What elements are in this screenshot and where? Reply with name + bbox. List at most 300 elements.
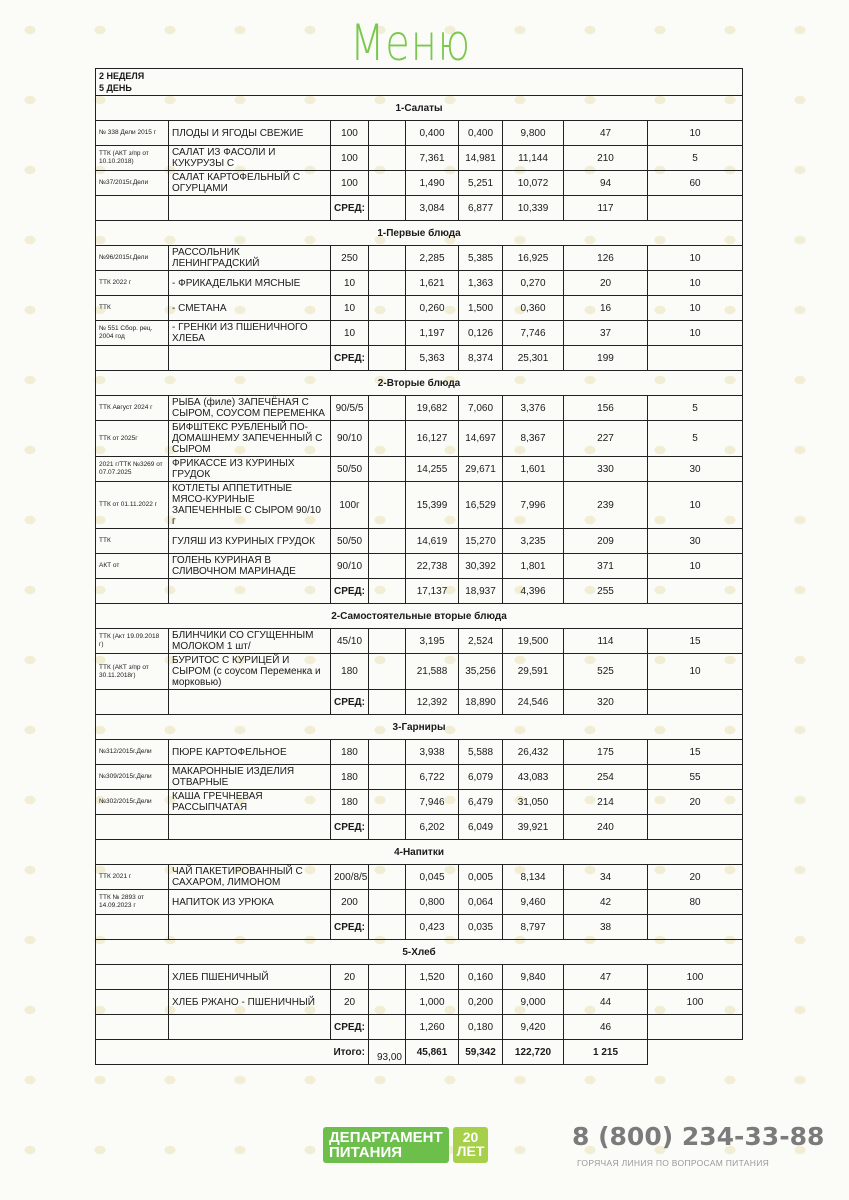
empty-cell xyxy=(369,457,406,482)
carbs-value: 0,360 xyxy=(503,296,564,321)
price-value: 100 xyxy=(648,990,743,1015)
empty-cell xyxy=(369,740,406,765)
empty-cell xyxy=(369,146,406,171)
empty-cell xyxy=(169,815,331,840)
section-title: 3-Гарниры xyxy=(96,715,743,740)
empty-cell xyxy=(169,579,331,604)
recipe-code: ТТК (АКТ з/пр от 30.11.2018г) xyxy=(96,654,169,690)
price-value: 15 xyxy=(648,740,743,765)
kcal-value: 44 xyxy=(564,990,648,1015)
kcal-value: 156 xyxy=(564,396,648,421)
protein-value: 2,285 xyxy=(406,246,459,271)
dish-row xyxy=(96,121,743,146)
kcal-value: 214 xyxy=(564,790,648,815)
dish-row xyxy=(96,146,743,171)
kcal-value: 209 xyxy=(564,529,648,554)
recipe-code: ТТК от 01.11.2022 г xyxy=(96,482,169,529)
empty-cell xyxy=(648,1015,743,1040)
price-value: 100 xyxy=(648,965,743,990)
dish-weight: 200/8/5 xyxy=(331,865,369,890)
protein-value: 3,195 xyxy=(406,629,459,654)
empty-cell xyxy=(369,654,406,690)
protein-value: 1,621 xyxy=(406,271,459,296)
empty-cell xyxy=(96,346,169,371)
carbs-value: 9,000 xyxy=(503,990,564,1015)
average-label: СРЕД: xyxy=(331,815,369,840)
dish-name: БИФШТЕКС РУБЛЕНЫЙ ПО-ДОМАШНЕМУ ЗАПЕЧЕННЫЙ С СЫРОМ xyxy=(169,421,331,457)
dish-row xyxy=(96,554,743,579)
fat-value: 5,251 xyxy=(459,171,503,196)
dish-weight: 10 xyxy=(331,271,369,296)
kcal-value: 114 xyxy=(564,629,648,654)
empty-cell xyxy=(369,296,406,321)
empty-cell xyxy=(369,171,406,196)
section-header-row xyxy=(96,221,743,246)
section-title: 1-Салаты xyxy=(96,96,743,121)
dish-name: ГОЛЕНЬ КУРИНАЯ В СЛИВОЧНОМ МАРИНАДЕ xyxy=(169,554,331,579)
protein-value: 0,260 xyxy=(406,296,459,321)
recipe-code: № 551 Сбор. рец. 2004 год xyxy=(96,321,169,346)
protein-value: 14,255 xyxy=(406,457,459,482)
kcal-value: 42 xyxy=(564,890,648,915)
empty-cell xyxy=(369,196,406,221)
kcal-value: 126 xyxy=(564,246,648,271)
kcal-value: 175 xyxy=(564,740,648,765)
dish-name: - ГРЕНКИ ИЗ ПШЕНИЧНОГО ХЛЕБА xyxy=(169,321,331,346)
dish-weight: 50/50 xyxy=(331,457,369,482)
dish-row xyxy=(96,271,743,296)
average-label: СРЕД: xyxy=(331,690,369,715)
recipe-code xyxy=(96,965,169,990)
recipe-code: ТТК (АКТ з/пр от 10.10.2018) xyxy=(96,146,169,171)
dish-weight: 100 xyxy=(331,171,369,196)
dish-row xyxy=(96,529,743,554)
dish-name: ХЛЕБ ПШЕНИЧНЫЙ xyxy=(169,965,331,990)
kcal-value: 525 xyxy=(564,654,648,690)
protein-value: 7,361 xyxy=(406,146,459,171)
kcal-value: 47 xyxy=(564,965,648,990)
price-value: 10 xyxy=(648,296,743,321)
empty-cell xyxy=(369,790,406,815)
fat-value: 29,671 xyxy=(459,457,503,482)
avg-fat: 0,035 xyxy=(459,915,503,940)
dish-name: ЧАЙ ПАКЕТИРОВАННЫЙ С САХАРОМ, ЛИМОНОМ xyxy=(169,865,331,890)
average-row xyxy=(96,196,743,221)
empty-cell xyxy=(369,815,406,840)
empty-cell xyxy=(369,629,406,654)
kcal-value: 330 xyxy=(564,457,648,482)
dish-weight: 50/50 xyxy=(331,529,369,554)
carbs-value: 11,144 xyxy=(503,146,564,171)
empty-cell xyxy=(369,271,406,296)
avg-kcal: 46 xyxy=(564,1015,648,1040)
fat-value: 1,500 xyxy=(459,296,503,321)
fat-value: 0,160 xyxy=(459,965,503,990)
avg-kcal: 117 xyxy=(564,196,648,221)
price-value: 10 xyxy=(648,654,743,690)
dish-name: БЛИНЧИКИ СО СГУЩЕННЫМ МОЛОКОМ 1 шт/ xyxy=(169,629,331,654)
dish-weight: 10 xyxy=(331,296,369,321)
average-row xyxy=(96,1015,743,1040)
kcal-value: 34 xyxy=(564,865,648,890)
kcal-value: 239 xyxy=(564,482,648,529)
empty-cell xyxy=(96,915,169,940)
average-label: СРЕД: xyxy=(331,1015,369,1040)
empty-cell xyxy=(369,482,406,529)
dish-name: НАПИТОК ИЗ УРЮКА xyxy=(169,890,331,915)
kcal-value: 20 xyxy=(564,271,648,296)
section-header-row xyxy=(96,371,743,396)
avg-carbs: 9,420 xyxy=(503,1015,564,1040)
dish-weight: 250 xyxy=(331,246,369,271)
dish-weight: 180 xyxy=(331,790,369,815)
recipe-code: № 338 Дели 2015 г xyxy=(96,121,169,146)
empty-cell xyxy=(648,346,743,371)
fat-value: 6,479 xyxy=(459,790,503,815)
recipe-code: ТТК (Акт 19.09.2018 г) xyxy=(96,629,169,654)
avg-fat: 8,374 xyxy=(459,346,503,371)
avg-protein: 0,423 xyxy=(406,915,459,940)
dish-name: САЛАТ ИЗ ФАСОЛИ И КУКУРУЗЫ С xyxy=(169,146,331,171)
empty-cell xyxy=(369,121,406,146)
week-day-header xyxy=(96,69,743,96)
average-row xyxy=(96,579,743,604)
price-value: 10 xyxy=(648,321,743,346)
protein-value: 15,399 xyxy=(406,482,459,529)
fat-value: 0,200 xyxy=(459,990,503,1015)
average-row xyxy=(96,346,743,371)
empty-cell xyxy=(648,1040,743,1065)
dish-row xyxy=(96,482,743,529)
dish-weight: 180 xyxy=(331,654,369,690)
carbs-value: 9,460 xyxy=(503,890,564,915)
logo-text xyxy=(323,1127,449,1163)
avg-carbs: 25,301 xyxy=(503,346,564,371)
total-protein: 45,861 xyxy=(406,1040,459,1065)
dish-row xyxy=(96,740,743,765)
empty-cell xyxy=(369,246,406,271)
carbs-value: 3,376 xyxy=(503,396,564,421)
logo-years: 20 xyxy=(462,1129,479,1145)
fat-value: 0,064 xyxy=(459,890,503,915)
dish-weight: 10 xyxy=(331,321,369,346)
avg-fat: 18,890 xyxy=(459,690,503,715)
section-header-row xyxy=(96,940,743,965)
day-label: 5 ДЕНЬ xyxy=(99,83,132,93)
dish-weight: 90/10 xyxy=(331,421,369,457)
avg-protein: 5,363 xyxy=(406,346,459,371)
recipe-code: АКТ от xyxy=(96,554,169,579)
dish-name: - ФРИКАДЕЛЬКИ МЯСНЫЕ xyxy=(169,271,331,296)
dish-name: ПЛОДЫ И ЯГОДЫ СВЕЖИЕ xyxy=(169,121,331,146)
dish-weight: 100г xyxy=(331,482,369,529)
protein-value: 1,000 xyxy=(406,990,459,1015)
dish-weight: 20 xyxy=(331,990,369,1015)
hotline-caption: ГОРЯЧАЯ ЛИНИЯ ПО ВОПРОСАМ ПИТАНИЯ xyxy=(577,1158,770,1168)
carbs-value: 19,500 xyxy=(503,629,564,654)
dish-name: МАКАРОННЫЕ ИЗДЕЛИЯ ОТВАРНЫЕ xyxy=(169,765,331,790)
kcal-value: 47 xyxy=(564,121,648,146)
protein-value: 1,520 xyxy=(406,965,459,990)
dish-name: КОТЛЕТЫ АППЕТИТНЫЕ МЯСО-КУРИНЫЕ ЗАПЕЧЕННЫЕ С СЫРОМ 90/10 г xyxy=(169,482,331,529)
empty-cell xyxy=(369,690,406,715)
carbs-value: 8,134 xyxy=(503,865,564,890)
protein-value: 3,938 xyxy=(406,740,459,765)
dish-name: БУРИТОС С КУРИЦЕЙ И СЫРОМ (с соусом Переменка и морковью) xyxy=(169,654,331,690)
protein-value: 1,197 xyxy=(406,321,459,346)
carbs-value: 10,072 xyxy=(503,171,564,196)
kcal-value: 37 xyxy=(564,321,648,346)
dish-weight: 45/10 xyxy=(331,629,369,654)
avg-carbs: 8,797 xyxy=(503,915,564,940)
kcal-value: 16 xyxy=(564,296,648,321)
logo-line-2: ПИТАНИЯ xyxy=(329,1144,403,1161)
price-value: 10 xyxy=(648,482,743,529)
dish-name: КАША ГРЕЧНЕВАЯ РАССЫПЧАТАЯ xyxy=(169,790,331,815)
empty-cell xyxy=(169,1015,331,1040)
empty-cell xyxy=(369,346,406,371)
dish-name: САЛАТ КАРТОФЕЛЬНЫЙ С ОГУРЦАМИ xyxy=(169,171,331,196)
fat-value: 30,392 xyxy=(459,554,503,579)
protein-value: 14,619 xyxy=(406,529,459,554)
carbs-value: 16,925 xyxy=(503,246,564,271)
fat-value: 6,079 xyxy=(459,765,503,790)
section-header-row xyxy=(96,715,743,740)
price-value: 10 xyxy=(648,246,743,271)
protein-value: 21,588 xyxy=(406,654,459,690)
empty-cell xyxy=(96,196,169,221)
avg-protein: 3,084 xyxy=(406,196,459,221)
avg-protein: 17,137 xyxy=(406,579,459,604)
recipe-code: 2021 г/ТТК №3269 от 07.07.2025 xyxy=(96,457,169,482)
recipe-code: №309/2015г.Дели xyxy=(96,765,169,790)
recipe-code: ТТК xyxy=(96,529,169,554)
recipe-code: №37/2015г.Дели xyxy=(96,171,169,196)
dish-name: ХЛЕБ РЖАНО - ПШЕНИЧНЫЙ xyxy=(169,990,331,1015)
total-carbs: 122,720 xyxy=(503,1040,564,1065)
price-value: 55 xyxy=(648,765,743,790)
dish-row xyxy=(96,296,743,321)
average-label: СРЕД: xyxy=(331,579,369,604)
protein-value: 0,800 xyxy=(406,890,459,915)
fat-value: 5,588 xyxy=(459,740,503,765)
avg-carbs: 39,921 xyxy=(503,815,564,840)
empty-cell xyxy=(648,579,743,604)
empty-cell xyxy=(369,990,406,1015)
recipe-code: ТТК от 2025г xyxy=(96,421,169,457)
empty-cell xyxy=(169,690,331,715)
dish-weight: 20 xyxy=(331,965,369,990)
avg-protein: 6,202 xyxy=(406,815,459,840)
dish-row xyxy=(96,865,743,890)
empty-cell xyxy=(648,196,743,221)
carbs-value: 9,800 xyxy=(503,121,564,146)
kcal-value: 94 xyxy=(564,171,648,196)
dish-row xyxy=(96,790,743,815)
avg-protein: 1,260 xyxy=(406,1015,459,1040)
recipe-code: ТТК xyxy=(96,296,169,321)
dish-row xyxy=(96,965,743,990)
kcal-value: 227 xyxy=(564,421,648,457)
fat-value: 5,385 xyxy=(459,246,503,271)
dish-name: - СМЕТАНА xyxy=(169,296,331,321)
dish-weight: 90/10 xyxy=(331,554,369,579)
kcal-value: 371 xyxy=(564,554,648,579)
price-value: 10 xyxy=(648,271,743,296)
carbs-value: 43,083 xyxy=(503,765,564,790)
kcal-value: 254 xyxy=(564,765,648,790)
fat-value: 7,060 xyxy=(459,396,503,421)
average-label: СРЕД: xyxy=(331,915,369,940)
dish-row xyxy=(96,171,743,196)
dish-row xyxy=(96,654,743,690)
empty-cell xyxy=(369,529,406,554)
recipe-code: №302/2015г.Дели xyxy=(96,790,169,815)
recipe-code: ТТК № 2893 от 14.09.2023 г xyxy=(96,890,169,915)
empty-cell xyxy=(648,690,743,715)
price-value: 5 xyxy=(648,421,743,457)
recipe-code: №96/2015г.Дели xyxy=(96,246,169,271)
empty-cell xyxy=(96,690,169,715)
carbs-value: 7,746 xyxy=(503,321,564,346)
department-logo xyxy=(323,1127,488,1163)
total-row xyxy=(96,1040,743,1065)
dish-row xyxy=(96,246,743,271)
empty-cell xyxy=(648,815,743,840)
protein-value: 7,946 xyxy=(406,790,459,815)
fat-value: 15,270 xyxy=(459,529,503,554)
empty-cell xyxy=(96,579,169,604)
total-kcal: 1 215 xyxy=(564,1040,648,1065)
carbs-value: 7,996 xyxy=(503,482,564,529)
dish-weight: 100 xyxy=(331,146,369,171)
avg-carbs: 4,396 xyxy=(503,579,564,604)
carbs-value: 1,601 xyxy=(503,457,564,482)
dish-weight: 180 xyxy=(331,740,369,765)
price-value: 20 xyxy=(648,790,743,815)
section-title: 4-Напитки xyxy=(96,840,743,865)
page-title: Меню xyxy=(350,14,471,72)
fat-value: 0,005 xyxy=(459,865,503,890)
average-label: СРЕД: xyxy=(331,196,369,221)
dish-weight: 180 xyxy=(331,765,369,790)
kcal-value: 210 xyxy=(564,146,648,171)
empty-cell xyxy=(369,321,406,346)
empty-cell xyxy=(369,965,406,990)
price-value: 30 xyxy=(648,457,743,482)
avg-kcal: 38 xyxy=(564,915,648,940)
logo-years-badge xyxy=(453,1127,489,1163)
dish-weight: 200 xyxy=(331,890,369,915)
protein-value: 1,490 xyxy=(406,171,459,196)
dish-row xyxy=(96,421,743,457)
empty-cell xyxy=(369,579,406,604)
average-row xyxy=(96,915,743,940)
protein-value: 16,127 xyxy=(406,421,459,457)
logo-line-1: ДЕПАРТАМЕНТ xyxy=(329,1129,443,1146)
fat-value: 14,981 xyxy=(459,146,503,171)
empty-cell xyxy=(96,1015,169,1040)
empty-cell xyxy=(169,196,331,221)
price-value: 30 xyxy=(648,529,743,554)
average-label: СРЕД: xyxy=(331,346,369,371)
header-row xyxy=(96,69,743,96)
section-title: 5-Хлеб xyxy=(96,940,743,965)
price-value: 10 xyxy=(648,554,743,579)
price-value: 15 xyxy=(648,629,743,654)
carbs-value: 9,840 xyxy=(503,965,564,990)
total-fat: 59,342 xyxy=(459,1040,503,1065)
dish-row xyxy=(96,990,743,1015)
section-header-row xyxy=(96,604,743,629)
dish-weight: 100 xyxy=(331,121,369,146)
section-title: 1-Первые блюда xyxy=(96,221,743,246)
week-label: 2 НЕДЕЛЯ xyxy=(99,71,145,81)
fat-value: 14,697 xyxy=(459,421,503,457)
carbs-value: 3,235 xyxy=(503,529,564,554)
empty-cell xyxy=(369,396,406,421)
recipe-code xyxy=(96,990,169,1015)
dish-name: РАССОЛЬНИК ЛЕНИНГРАДСКИЙ xyxy=(169,246,331,271)
section-header-row xyxy=(96,840,743,865)
price-value: 60 xyxy=(648,171,743,196)
average-row xyxy=(96,815,743,840)
empty-cell xyxy=(369,890,406,915)
recipe-code: ТТК 2022 г xyxy=(96,271,169,296)
recipe-code: ТТК Август 2024 г xyxy=(96,396,169,421)
fat-value: 35,256 xyxy=(459,654,503,690)
price-value: 80 xyxy=(648,890,743,915)
empty-cell xyxy=(369,421,406,457)
dish-name: ГУЛЯШ ИЗ КУРИНЫХ ГРУДОК xyxy=(169,529,331,554)
empty-cell xyxy=(369,915,406,940)
price-value: 5 xyxy=(648,146,743,171)
empty-cell xyxy=(369,765,406,790)
dish-name: ФРИКАССЕ ИЗ КУРИНЫХ ГРУДОК xyxy=(169,457,331,482)
total-label: Итого: xyxy=(96,1040,369,1065)
protein-value: 0,045 xyxy=(406,865,459,890)
protein-value: 0,400 xyxy=(406,121,459,146)
dish-row xyxy=(96,765,743,790)
carbs-value: 8,367 xyxy=(503,421,564,457)
dish-row xyxy=(96,321,743,346)
section-title: 2-Вторые блюда xyxy=(96,371,743,396)
avg-kcal: 240 xyxy=(564,815,648,840)
avg-carbs: 10,339 xyxy=(503,196,564,221)
carbs-value: 0,270 xyxy=(503,271,564,296)
dish-row xyxy=(96,457,743,482)
dish-row xyxy=(96,396,743,421)
empty-cell xyxy=(648,915,743,940)
empty-cell xyxy=(369,554,406,579)
menu-table xyxy=(95,68,743,1065)
avg-fat: 0,180 xyxy=(459,1015,503,1040)
total-cost: 93,00 xyxy=(369,1040,406,1065)
dish-name: РЫБА (филе) ЗАПЕЧЁНАЯ С СЫРОМ, СОУСОМ ПЕРЕМЕНКА xyxy=(169,396,331,421)
recipe-code: ТТК 2021 г xyxy=(96,865,169,890)
section-header-row xyxy=(96,96,743,121)
avg-fat: 18,937 xyxy=(459,579,503,604)
carbs-value: 1,801 xyxy=(503,554,564,579)
dish-name: ПЮРЕ КАРТОФЕЛЬНОЕ xyxy=(169,740,331,765)
empty-cell xyxy=(369,1015,406,1040)
protein-value: 6,722 xyxy=(406,765,459,790)
dish-row xyxy=(96,890,743,915)
price-value: 5 xyxy=(648,396,743,421)
fat-value: 0,400 xyxy=(459,121,503,146)
hotline-phone[interactable]: 8 (800) 234-33-88 xyxy=(572,1122,825,1151)
fat-value: 2,524 xyxy=(459,629,503,654)
